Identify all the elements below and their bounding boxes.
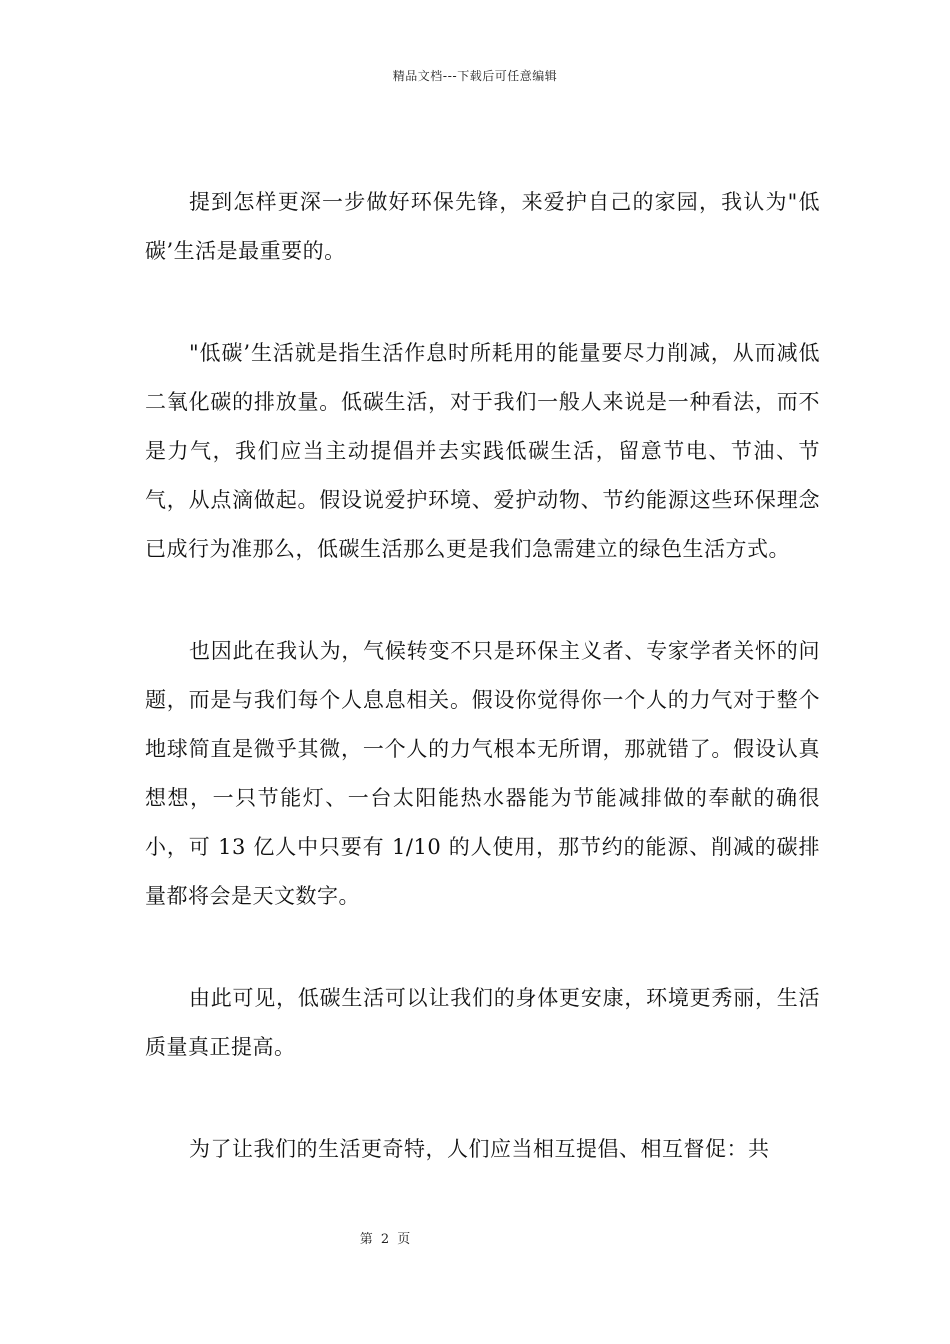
page-number: 第 2 页: [359, 1232, 411, 1247]
page-header: 精品文档---下载后可任意编辑: [392, 69, 558, 83]
document-body: [145, 178, 820, 1227]
paragraph-4: 由此可见，低碳生活可以让我们的身体更安康，环境更秀丽，生活质量真正提高。: [145, 986, 820, 1059]
paragraph-3: 也因此在我认为，气候转变不只是环保主义者、专家学者关怀的问题，而是与我们每个人息息相关。假设你觉得你一个人的力气对于整个地球简直是微乎其微，一个人的力气根本无所谓，那就错了。假设认真想想，一只节能灯、一台太阳能热水器能为节能减排做的奉献的确很小，可 13 亿人中只要有 1/10 的人使用，那节约的能源、削减的碳排量都将会是天文数字。: [145, 639, 820, 908]
paragraph-1: 提到怎样更深一步做好环保先锋，来爱护自己的家园，我认为"低碳’生活是最重要的。: [145, 190, 820, 263]
paragraph-2: "低碳’生活就是指生活作息时所耗用的能量要尽力削减，从而减低二氧化碳的排放量。低碳生活，对于我们一般人来说是一种看法，而不是力气，我们应当主动提倡并去实践低碳生活，留意节电、节油、节气，从点滴做起。假设说爱护环境、爱护动物、节约能源这些环保理念已成行为准那么，低碳生活那么更是我们急需建立的绿色生活方式。: [145, 341, 820, 561]
paragraph-5: 为了让我们的生活更奇特，人们应当相互提倡、相互督促：共: [189, 1137, 770, 1161]
